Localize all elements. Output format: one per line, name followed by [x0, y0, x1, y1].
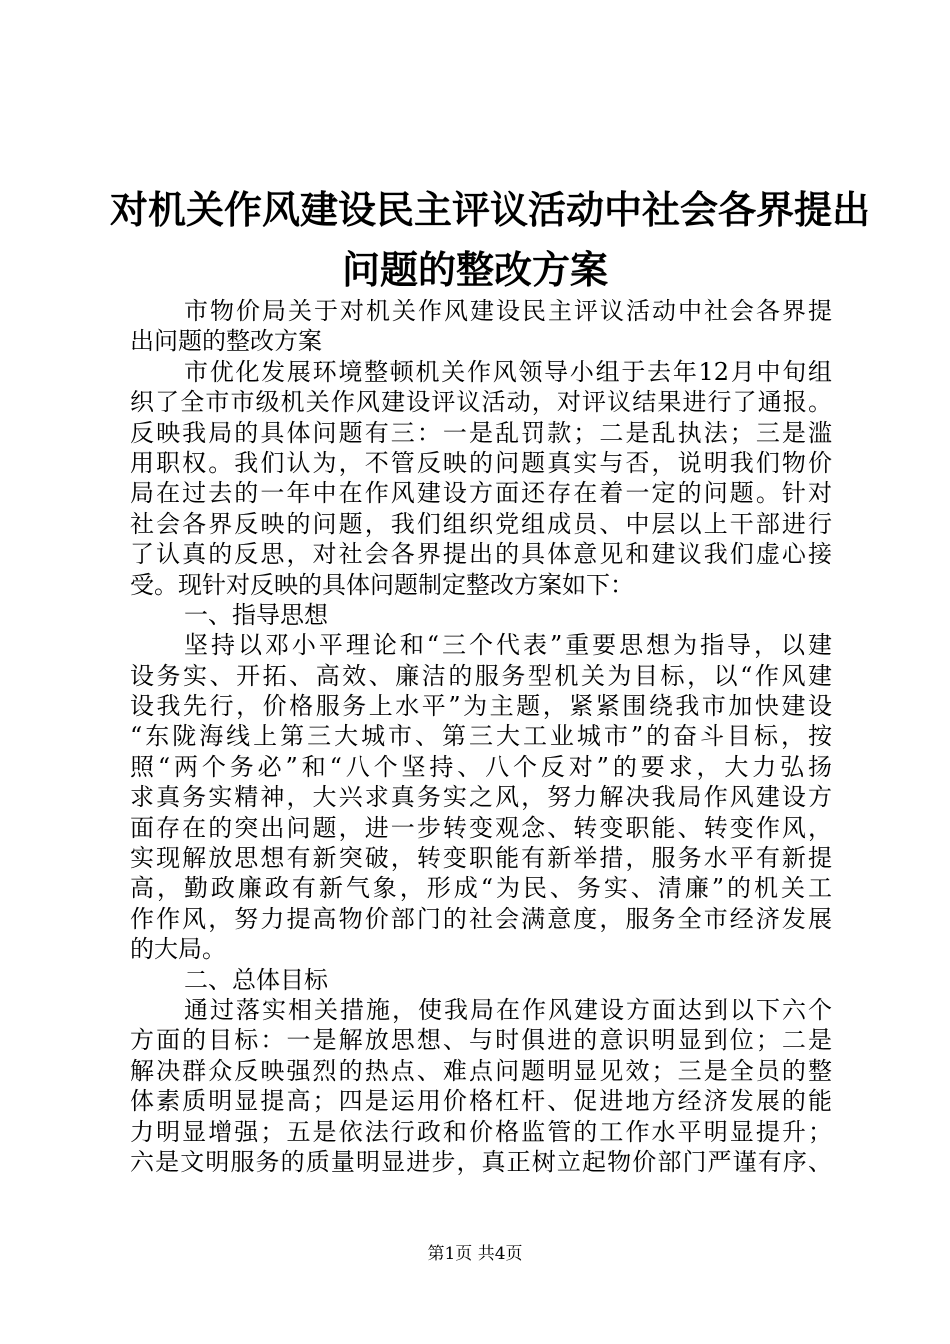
body-line: 体素质明显提高；四是运用价格杠杆、促进地方经济发展的能 [130, 1087, 832, 1116]
body-line: 出问题的整改方案 [130, 327, 322, 356]
body-line: 方面的目标：一是解放思想、与时俱进的意识明显到位；二是 [130, 1026, 832, 1055]
body-line: 作作风，努力提高物价部门的社会满意度，服务全市经济发展 [130, 904, 832, 933]
body-line: 社会各界反映的问题，我们组织党组成员、中层以上干部进行 [130, 509, 832, 538]
document-body [130, 296, 832, 1177]
page-footer: 第1页 共4页 [427, 1244, 523, 1264]
body-line: 织了全市市级机关作风建设评议活动，对评议结果进行了通报。 [130, 388, 832, 417]
body-line: 实现解放思想有新突破，转变职能有新举措，服务水平有新提 [130, 844, 832, 873]
document-title-line-2: 问题的整改方案 [341, 247, 608, 292]
body-line: 受。现针对反映的具体问题制定整改方案如下： [130, 570, 634, 599]
body-line: 照“两个务必”和“八个坚持、八个反对”的要求，大力弘扬 [130, 752, 832, 781]
body-line: 解决群众反映强烈的热点、难点问题明显见效；三是全员的整 [130, 1056, 832, 1085]
body-line: 面存在的突出问题，进一步转变观念、转变职能、转变作风， [130, 813, 832, 842]
body-line: 力明显增强；五是依法行政和价格监管的工作水平明显提升； [130, 1117, 832, 1146]
document-title-line-1: 对机关作风建设民主评议活动中社会各界提出 [110, 187, 871, 232]
body-line: 反映我局的具体问题有三：一是乱罚款；二是乱执法；三是滥 [130, 418, 832, 447]
body-line: 坚持以邓小平理论和“三个代表”重要思想为指导，以建 [184, 631, 832, 660]
body-line: 了认真的反思，对社会各界提出的具体意见和建议我们虚心接 [130, 540, 832, 569]
body-line: 的大局。 [130, 935, 226, 964]
body-line: 通过落实相关措施，使我局在作风建设方面达到以下六个 [184, 995, 832, 1024]
body-line: 设我先行，价格服务上水平”为主题，紧紧围绕我市加快建设 [130, 692, 832, 721]
body-line: 设务实、开拓、高效、廉洁的服务型机关为目标，以“作风建 [130, 661, 832, 690]
body-line: 用职权。我们认为，不管反映的问题真实与否，说明我们物价 [130, 448, 832, 477]
body-line: “东陇海线上第三大城市、第三大工业城市”的奋斗目标，按 [130, 722, 832, 751]
body-line: 市物价局关于对机关作风建设民主评议活动中社会各界提 [184, 297, 832, 325]
body-line: 求真务实精神，大兴求真务实之风，努力解决我局作风建设方 [130, 783, 832, 812]
section-heading: 二、总体目标 [184, 965, 328, 994]
body-line: 高，勤政廉政有新气象，形成“为民、务实、清廉”的机关工 [130, 874, 832, 903]
body-line: 市优化发展环境整顿机关作风领导小组于去年12月中旬组 [184, 357, 832, 386]
body-line: 六是文明服务的质量明显进步，真正树立起物价部门严谨有序、 [130, 1147, 832, 1176]
body-line: 局在过去的一年中在作风建设方面还存在着一定的问题。针对 [130, 479, 832, 508]
section-heading: 一、指导思想 [184, 600, 328, 629]
